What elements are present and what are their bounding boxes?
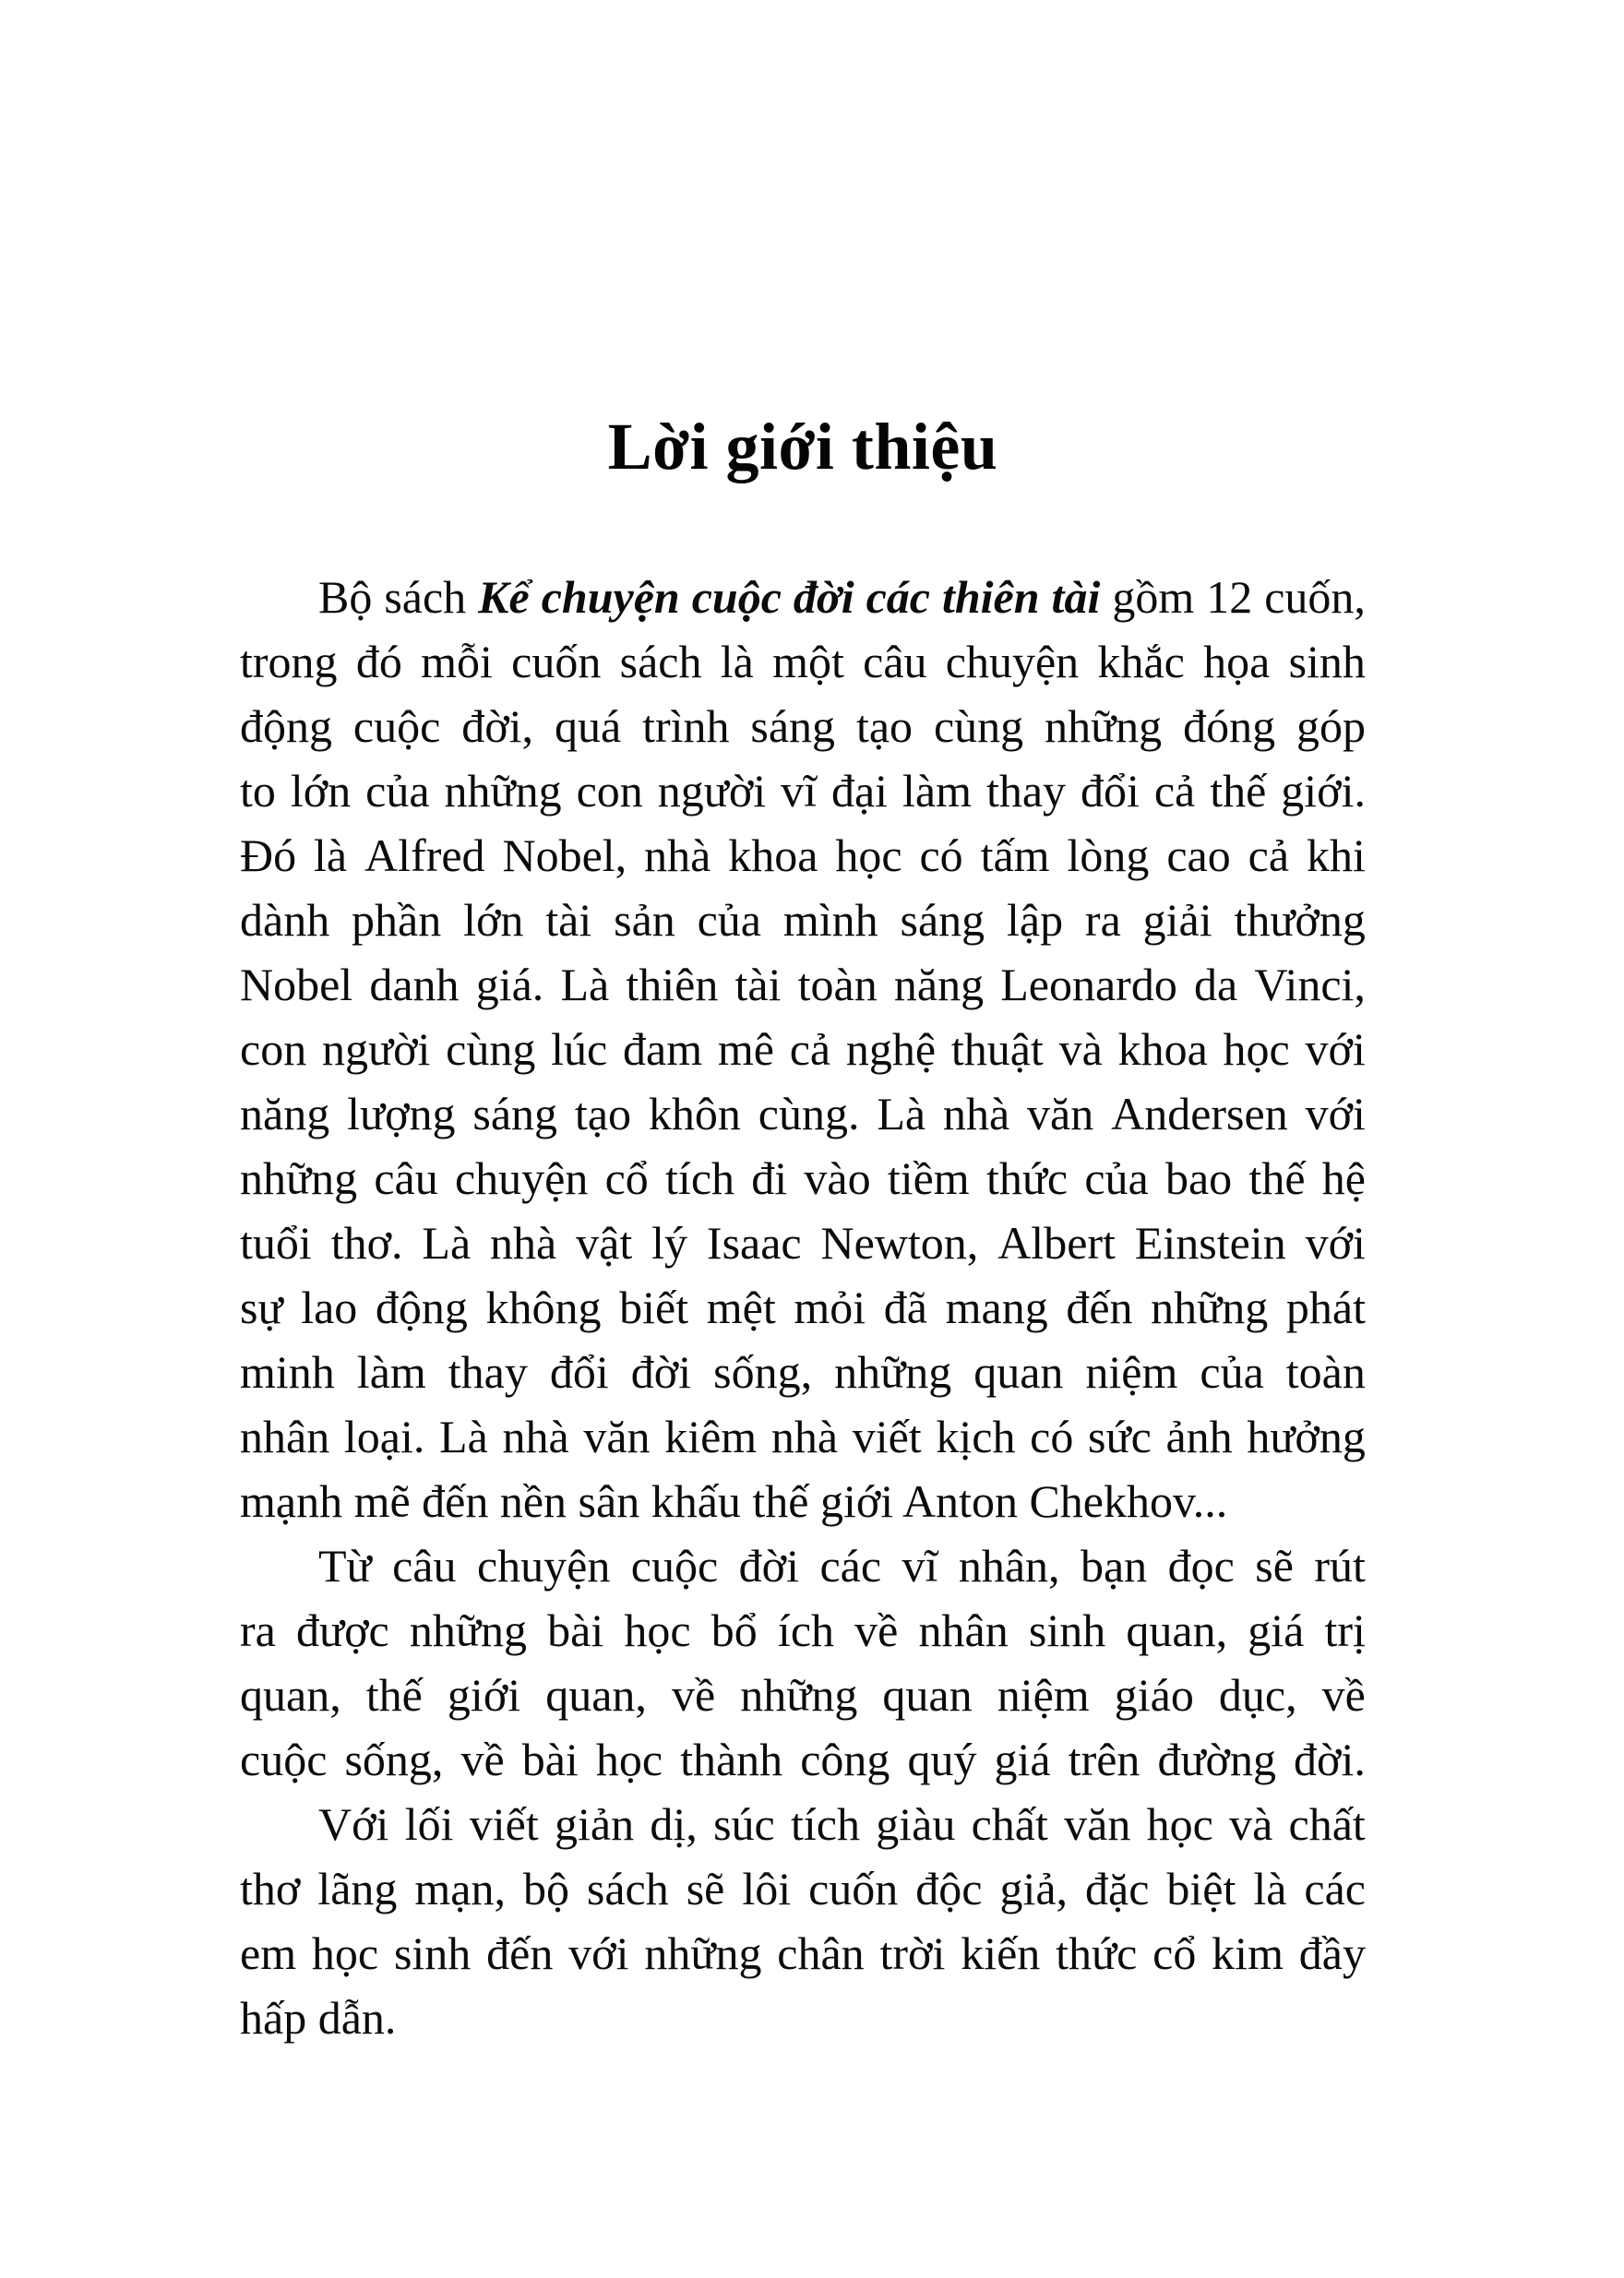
text-line: nhân loại. Là nhà văn kiêm nhà viết kịch có sức ảnh hưởng [240,1411,1366,1462]
text-line: hấp dẫn. [240,1992,397,2044]
text-line: ra được những bài học bổ ích về nhân sinh quan, giá trị [240,1604,1366,1656]
text-line: Với lối viết giản dị, súc tích giàu chất văn học và chất [318,1798,1366,1850]
text-line: Nobel danh giá. Là thiên tài toàn năng Leonardo da Vinci, [240,959,1366,1010]
page-title: Lời giới thiệu [607,410,998,483]
text-line: quan, thế giới quan, về những quan niệm giáo dục, về [240,1669,1366,1721]
text-line: em học sinh đến với những chân trời kiến thức cổ kim đầy [240,1927,1366,1979]
text-line: tuổi thơ. Là nhà vật lý Isaac Newton, Albert Einstein với [240,1217,1366,1269]
text-line: những câu chuyện cổ tích đi vào tiềm thức của bao thế hệ [240,1152,1366,1204]
paragraph-3 [240,1792,1366,2050]
text-line: năng lượng sáng tạo khôn cùng. Là nhà văn Andersen với [240,1088,1366,1139]
page-body [240,565,1366,2050]
text-line: minh làm thay đổi đời sống, những quan niệm của toàn [240,1346,1366,1398]
paragraph-1 [240,565,1366,1533]
text-line: cuộc sống, về bài học thành công quý giá trên đường đời. [240,1734,1366,1785]
paragraph-2 [240,1533,1366,1792]
text-line: con người cùng lúc đam mê cả nghệ thuật và khoa học với [240,1023,1366,1075]
text-line: trong đó mỗi cuốn sách là một câu chuyện khắc họa sinh [240,636,1366,687]
text-line: động cuộc đời, quá trình sáng tạo cùng những đóng góp [240,700,1366,752]
text-line: thơ lãng mạn, bộ sách sẽ lôi cuốn độc giả, đặc biệt là các [240,1863,1366,1914]
text-line: Đó là Alfred Nobel, nhà khoa học có tấm lòng cao cả khi [240,829,1366,881]
text-line: mạnh mẽ đến nền sân khấu thế giới Anton Chekhov... [240,1475,1228,1527]
text-line: dành phần lớn tài sản của mình sáng lập ra giải thưởng [240,894,1366,946]
text-line: to lớn của những con người vĩ đại làm thay đổi cả thế giới. [240,765,1366,817]
text-line: sự lao động không biết mệt mỏi đã mang đến những phát [240,1282,1366,1333]
text-line: Bộ sách Kể chuyện cuộc đời các thiên tài gồm 12 cuốn, [318,571,1366,623]
text-line: Từ câu chuyện cuộc đời các vĩ nhân, bạn đọc sẽ rút [318,1540,1366,1592]
